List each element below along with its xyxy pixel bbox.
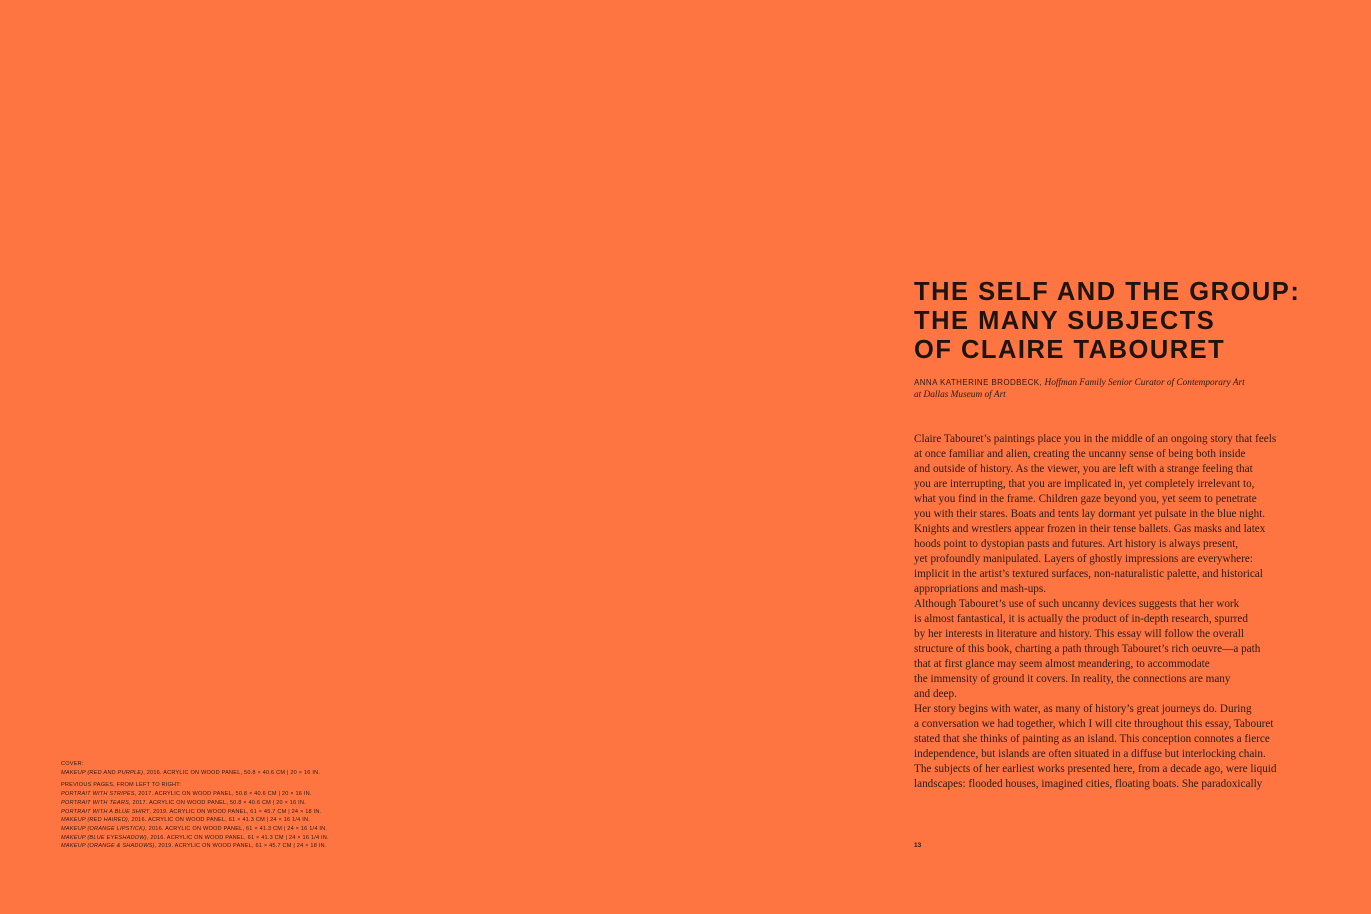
author-affiliation: at Dallas Museum of Art	[914, 390, 1006, 400]
caption-artwork-title: PORTRAIT WITH A BLUE SHIRT	[61, 808, 150, 815]
author-role: Hoffman Family Senior Curator of Contemporary Art	[1044, 378, 1245, 388]
caption-artwork-title: MAKEUP (ORANGE & SHADOWS)	[61, 843, 155, 850]
caption-item	[61, 808, 401, 817]
body-line: implicit in the artist’s textured surfaces, non-naturalistic palette, and historical	[914, 568, 1263, 580]
body-line: what you find in the frame. Children gaze beyond you, yet seem to penetrate	[914, 493, 1257, 505]
caption-artwork-details: , 2019. ACRYLIC ON WOOD PANEL, 61 × 45.7 CM | 24 × 18 IN.	[154, 843, 327, 850]
cover-label: COVER:	[61, 761, 84, 767]
caption-artwork-details: , 2017. ACRYLIC ON WOOD PANEL, 50.8 × 40.6 CM | 20 × 16 IN.	[134, 791, 312, 798]
caption-artwork-details: , 2016. ACRYLIC ON WOOD PANEL, 61 × 41.3 CM | 24 × 16 1/4 IN.	[128, 817, 310, 824]
caption-artwork-details: , 2016. ACRYLIC ON WOOD PANEL, 61 × 41.3 CM | 24 × 16 1/4 IN.	[146, 834, 329, 841]
body-line: that at first glance may seem almost meandering, to accommodate	[914, 658, 1210, 670]
body-line: The subjects of her earliest works presented here, from a decade ago, were liquid	[914, 763, 1277, 775]
caption-artwork-details: , 2017. ACRYLIC ON WOOD PANEL, 50.8 × 40.6 CM | 20 × 16 IN.	[129, 799, 306, 806]
caption-artwork-title: MAKEUP (ORANGE LIPSTICK)	[61, 825, 146, 832]
body-line: structure of this book, charting a path through Tabouret’s rich oeuvre—a path	[914, 643, 1261, 655]
body-line: stated that she thinks of painting as an island. This conception connotes a fierce	[914, 733, 1270, 745]
caption-item	[61, 816, 401, 825]
page-number: 13	[914, 842, 922, 849]
body-line: you with their stares. Boats and tents lay dormant yet pulsate in the blue night.	[914, 508, 1266, 520]
article-title	[914, 278, 1314, 365]
caption-artwork-title: PORTRAIT WITH STRIPES	[61, 791, 135, 798]
article-body	[914, 432, 1314, 792]
body-line: independence, but islands are often situated in a diffuse but interlocking chain.	[914, 748, 1266, 760]
title-line: OF CLAIRE TABOURET	[914, 336, 1226, 364]
caption-item	[61, 799, 401, 808]
body-line: the immensity of ground it covers. In reality, the connections are many	[914, 673, 1231, 685]
image-captions	[61, 760, 401, 855]
body-line: yet profoundly manipulated. Layers of ghostly impressions are everywhere:	[914, 553, 1253, 565]
body-line: is almost fantastical, it is actually the product of in-depth research, spurred	[914, 613, 1248, 625]
caption-item	[61, 834, 401, 843]
title-line: THE MANY SUBJECTS	[914, 307, 1216, 335]
caption-item	[61, 842, 401, 851]
body-line: a conversation we had together, which I will cite throughout this essay, Tabouret	[914, 718, 1274, 730]
caption-item	[61, 825, 401, 834]
caption-artwork-title: MAKEUP (BLUE EYESHADOW)	[61, 834, 147, 841]
cover-credit	[61, 769, 401, 778]
body-line: hoods point to dystopian pasts and futures. Art history is always present,	[914, 538, 1239, 550]
body-line: by her interests in literature and history. This essay will follow the overall	[914, 628, 1244, 640]
caption-artwork-title: PORTRAIT WITH TEARS	[61, 799, 130, 806]
body-line: appropriations and mash-ups.	[914, 583, 1047, 595]
body-line: landscapes: flooded houses, imagined cities, floating boats. She paradoxically	[914, 778, 1263, 790]
body-line: you are interrupting, that you are implicated in, yet completely irrelevant to,	[914, 478, 1255, 490]
body-line: and outside of history. As the viewer, you are left with a strange feeling that	[914, 463, 1253, 475]
caption-artwork-title: MAKEUP (RED HAIRED)	[61, 817, 128, 824]
cover-artwork-details: , 2016. ACRYLIC ON WOOD PANEL, 50.8 × 40.6 CM | 20 × 16 IN.	[143, 769, 321, 776]
body-line: Although Tabouret’s use of such uncanny devices suggests that her work	[914, 598, 1240, 610]
article-byline	[914, 377, 1314, 401]
title-line: THE SELF AND THE GROUP:	[914, 278, 1301, 306]
caption-artwork-details: , 2019. ACRYLIC ON WOOD PANEL, 61 × 45.7 CM | 24 × 18 IN.	[149, 808, 322, 815]
body-line: at once familiar and alien, creating the uncanny sense of being both inside	[914, 448, 1246, 460]
body-line: Her story begins with water, as many of history’s great journeys do. During	[914, 703, 1252, 715]
caption-artwork-details: , 2016. ACRYLIC ON WOOD PANEL, 61 × 41.3 CM | 24 × 16 1/4 IN.	[145, 825, 328, 832]
cover-artwork-title: MAKEUP (RED AND PURPLE)	[61, 769, 144, 776]
body-line: Knights and wrestlers appear frozen in their tense ballets. Gas masks and latex	[914, 523, 1266, 535]
previous-pages-caption	[61, 781, 401, 851]
body-line: and deep.	[914, 688, 957, 700]
cover-caption	[61, 760, 401, 777]
previous-pages-label: PREVIOUS PAGES, FROM LEFT TO RIGHT:	[61, 782, 182, 789]
article-header	[914, 278, 1314, 401]
caption-item	[61, 790, 401, 799]
author-name: ANNA KATHERINE BRODBECK,	[914, 378, 1043, 387]
body-line: Claire Tabouret’s paintings place you in the middle of an ongoing story that feels	[914, 433, 1277, 445]
